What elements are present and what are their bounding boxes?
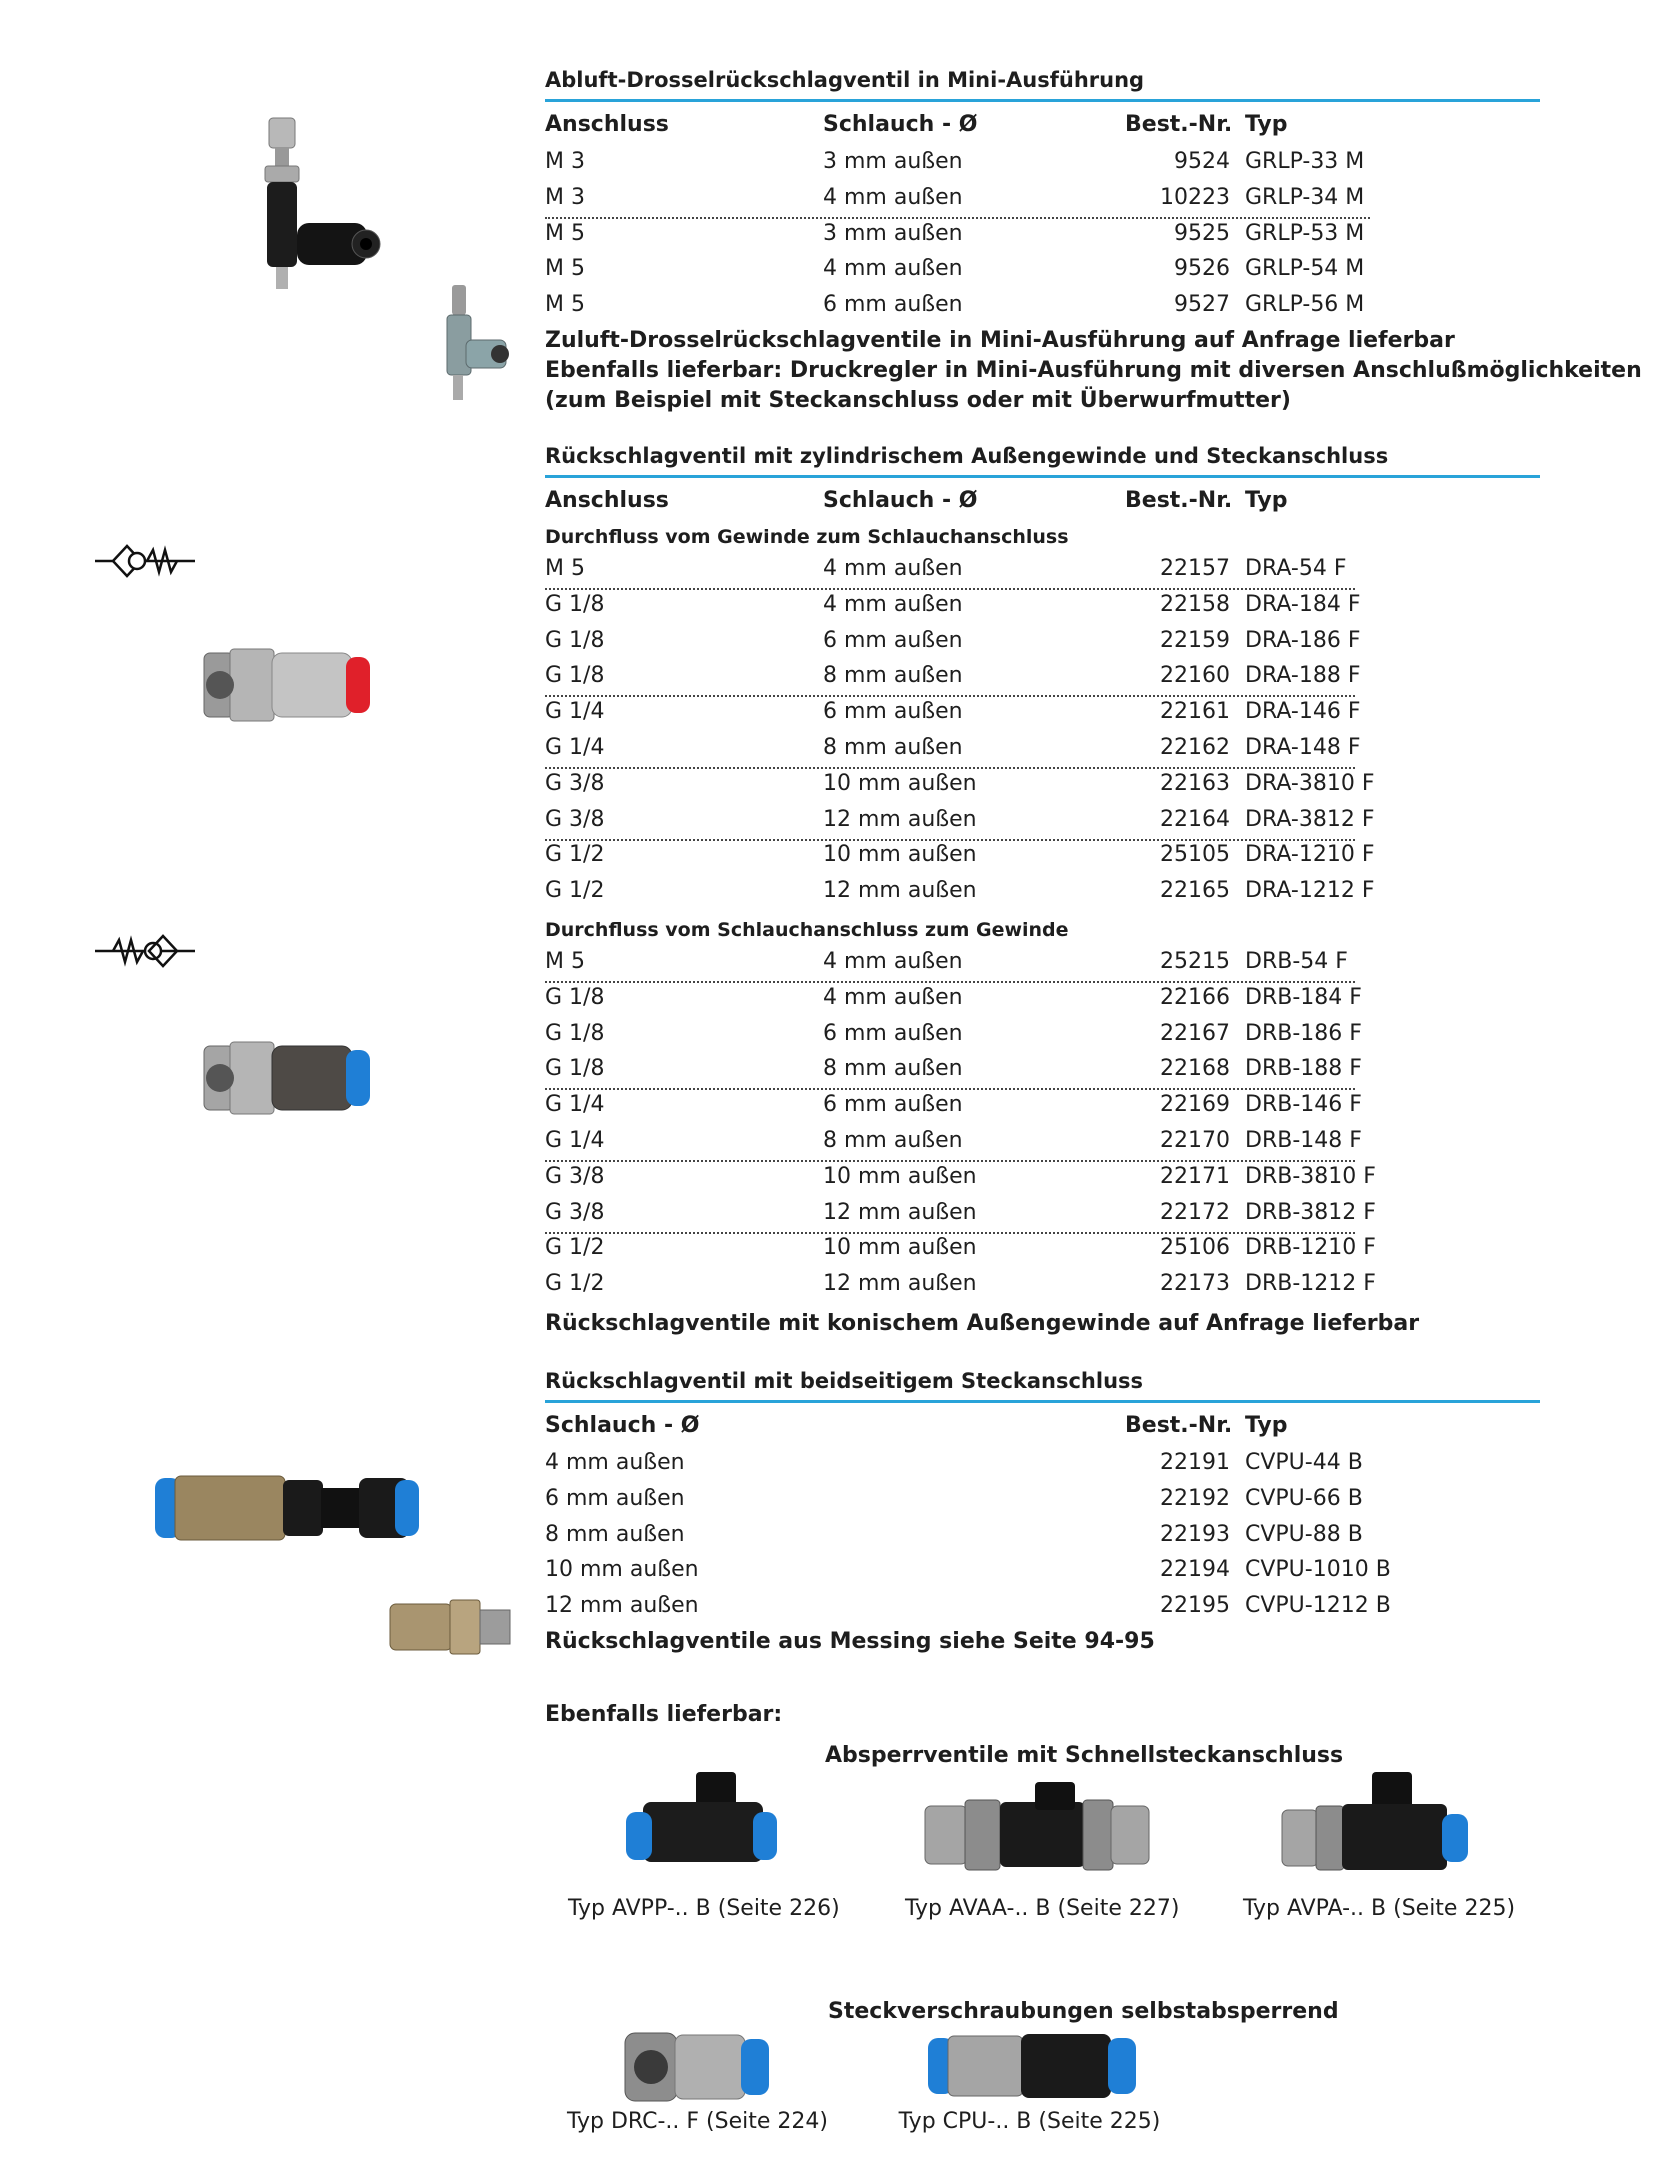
table-cell: 8 mm außen [823, 1128, 963, 1153]
table-cell: CVPU-66 B [1245, 1485, 1363, 1511]
table-cell: 22163 [1160, 770, 1230, 796]
table-cell: GRLP-54 M [1245, 256, 1365, 282]
mini-throttle-valve-steel-image [438, 285, 513, 410]
table-cell: 8 mm außen [823, 1056, 963, 1082]
table-cell: 22170 [1160, 1128, 1230, 1153]
table-cell: G 1/2 [545, 1271, 605, 1297]
table-cell: 22195 [1160, 1593, 1230, 1619]
table-cell: 3 mm außen [823, 220, 963, 246]
section1-title: Abluft-Drosselrückschlagventil in Mini-Ausführung [545, 68, 1145, 92]
table-cell: 6 mm außen [545, 1485, 685, 1511]
table-cell: 4 mm außen [545, 1450, 685, 1475]
table-row [545, 731, 1361, 769]
table-cell: 22161 [1160, 699, 1230, 725]
table-cell: 6 mm außen [823, 699, 963, 725]
table-cell: 10223 [1160, 184, 1230, 210]
check-valve-fitting-red-image [200, 645, 375, 725]
table-cell: CVPU-1010 B [1245, 1557, 1391, 1583]
table-cell: 9524 [1174, 149, 1230, 174]
table-row [545, 1124, 1362, 1162]
col-schlauch: Schlauch - Ø [545, 1413, 700, 1438]
table-cell: DRB-54 F [1245, 949, 1348, 974]
table-cell: DRA-146 F [1245, 699, 1361, 725]
table-cell: 22160 [1160, 663, 1230, 689]
table-cell: GRLP-53 M [1245, 220, 1365, 246]
table-cell: 22159 [1160, 627, 1230, 653]
table-row [545, 252, 1370, 288]
shutoff-valve-avpa-image [1282, 1772, 1472, 1887]
table-cell: 10 mm außen [823, 1235, 977, 1261]
table-cell: 6 mm außen [823, 1020, 963, 1046]
table-cell: G 1/2 [545, 842, 605, 868]
table-cell: 12 mm außen [823, 806, 977, 832]
table-cell: M 3 [545, 149, 585, 174]
table-row [545, 624, 1361, 660]
section3-rule [545, 1400, 1540, 1403]
col-schlauch: Schlauch - Ø [823, 488, 978, 513]
table-cell: G 3/8 [545, 806, 605, 832]
table-cell: 22172 [1160, 1199, 1230, 1225]
table-cell: 22193 [1160, 1521, 1230, 1547]
table-cell: DRB-146 F [1245, 1092, 1362, 1118]
table-cell: DRA-3812 F [1245, 806, 1375, 832]
col-typ: Typ [1245, 1413, 1288, 1438]
table-cell: 22173 [1160, 1271, 1230, 1297]
table-cell: 3 mm außen [823, 149, 963, 174]
table-cell: DRB-188 F [1245, 1056, 1362, 1082]
table-cell: G 3/8 [545, 1163, 605, 1189]
caption-avpa: Typ AVPA-.. B (Seite 225) [1243, 1896, 1516, 1921]
table-cell: DRA-148 F [1245, 735, 1361, 760]
table-cell: 12 mm außen [823, 878, 977, 904]
table-cell: GRLP-56 M [1245, 292, 1365, 318]
table-cell: 6 mm außen [823, 627, 963, 653]
table-cell: 9526 [1174, 256, 1230, 282]
table-cell: G 1/8 [545, 627, 605, 653]
table-row [545, 803, 1375, 841]
table-cell: 22158 [1160, 591, 1230, 617]
section3-note: Rückschlagventile aus Messing siehe Seite 94-95 [545, 1629, 1155, 1654]
table-cell: M 5 [545, 292, 585, 318]
table-cell: M 5 [545, 220, 585, 246]
table-cell: G 1/2 [545, 878, 605, 904]
table-row [545, 1017, 1362, 1053]
check-valve-symbol-a-icon [95, 538, 195, 584]
table-row [545, 1518, 1375, 1554]
table-cell: G 1/8 [545, 1056, 605, 1082]
table-row [545, 1196, 1376, 1234]
table-cell: GRLP-33 M [1245, 149, 1365, 174]
table-cell: 10 mm außen [823, 842, 977, 868]
also-label: Ebenfalls lieferbar: [545, 1702, 783, 1727]
table-cell: 22157 [1160, 556, 1230, 581]
section1-header [545, 108, 1375, 144]
table-row [545, 145, 1370, 181]
self-sealing-fitting-cpu-image [928, 2030, 1138, 2102]
table-cell: 10 mm außen [823, 770, 977, 796]
table-cell: G 1/4 [545, 1128, 605, 1153]
table-row [545, 767, 1375, 803]
table-cell: DRA-3810 F [1245, 770, 1375, 796]
table-row [545, 588, 1361, 624]
table-cell: 22167 [1160, 1020, 1230, 1046]
table-row [545, 288, 1370, 324]
col-bestnr: Best.-Nr. [1125, 488, 1233, 513]
table-cell: CVPU-44 B [1245, 1450, 1363, 1475]
table-row [545, 217, 1370, 253]
table-cell: DRB-148 F [1245, 1128, 1362, 1153]
section2-sub-a: Durchfluss vom Gewinde zum Schlauchanschluss [545, 526, 1069, 548]
table-cell: DRB-1212 F [1245, 1271, 1376, 1297]
table-row [545, 1446, 1375, 1482]
table-cell: 22169 [1160, 1092, 1230, 1118]
table-cell: 4 mm außen [823, 984, 963, 1010]
check-valve-symbol-b-icon [95, 928, 195, 974]
table-cell: DRB-3810 F [1245, 1163, 1376, 1189]
table-cell: 8 mm außen [545, 1521, 685, 1547]
table-cell: G 1/8 [545, 591, 605, 617]
table-row [545, 552, 1355, 590]
shutoff-valve-avaa-image [925, 1782, 1150, 1882]
caption-drc: Typ DRC-.. F (Seite 224) [567, 2109, 828, 2134]
table-cell: CVPU-1212 B [1245, 1593, 1391, 1619]
table-cell: 22164 [1160, 806, 1230, 832]
table-cell: M 3 [545, 184, 585, 210]
table-cell: 12 mm außen [823, 1271, 977, 1297]
check-valve-fitting-blue-image [200, 1038, 375, 1118]
table-row [545, 659, 1361, 697]
col-anschluss: Anschluss [545, 112, 669, 137]
table-cell: G 1/8 [545, 984, 605, 1010]
caption-avpp: Typ AVPP-.. B (Seite 226) [568, 1896, 840, 1921]
table-row [545, 1267, 1376, 1303]
table-cell: DRB-3812 F [1245, 1199, 1376, 1225]
table-row [545, 838, 1375, 874]
section3-header [545, 1409, 1375, 1445]
table-cell: G 3/8 [545, 770, 605, 796]
table-cell: 25215 [1160, 949, 1230, 974]
table-cell: 22166 [1160, 984, 1230, 1010]
table-cell: DRA-184 F [1245, 591, 1361, 617]
table-cell: G 3/8 [545, 1199, 605, 1225]
table-row [545, 1088, 1362, 1124]
table-cell: 4 mm außen [823, 184, 963, 210]
table-cell: G 1/8 [545, 663, 605, 689]
section2-rule [545, 475, 1540, 478]
table-cell: DRA-1212 F [1245, 878, 1375, 904]
table-cell: G 1/8 [545, 1020, 605, 1046]
also-group1-title: Absperrventile mit Schnellsteckanschluss [825, 1743, 1344, 1768]
table-row [545, 1231, 1376, 1267]
table-row [545, 1553, 1391, 1589]
section2-header [545, 484, 1375, 520]
col-typ: Typ [1245, 488, 1288, 513]
table-cell: 6 mm außen [823, 1092, 963, 1118]
table-cell: 4 mm außen [823, 256, 963, 282]
table-cell: DRA-1210 F [1245, 842, 1375, 868]
section1-note-1: Zuluft-Drosselrückschlagventile in Mini-Ausführung auf Anfrage lieferbar [545, 328, 1455, 353]
table-cell: G 1/4 [545, 1092, 605, 1118]
table-cell: 4 mm außen [823, 556, 963, 581]
table-cell: DRA-186 F [1245, 627, 1361, 653]
shutoff-valve-avpp-image [618, 1772, 778, 1887]
table-cell: 8 mm außen [823, 735, 963, 760]
col-anschluss: Anschluss [545, 488, 669, 513]
table-cell: DRB-184 F [1245, 984, 1362, 1010]
col-bestnr: Best.-Nr. [1125, 112, 1233, 137]
table-cell: 9527 [1174, 292, 1230, 318]
inline-check-valve-brass-image [388, 1598, 513, 1658]
table-cell: 25105 [1160, 842, 1230, 868]
table-cell: 22168 [1160, 1056, 1230, 1082]
section2-sub-b: Durchfluss vom Schlauchanschluss zum Gewinde [545, 919, 1069, 941]
table-cell: 22191 [1160, 1450, 1230, 1475]
table-row [545, 1589, 1391, 1625]
table-cell: 12 mm außen [545, 1593, 699, 1619]
table-cell: 22192 [1160, 1485, 1230, 1511]
table-cell: GRLP-34 M [1245, 184, 1365, 210]
table-cell: G 1/4 [545, 735, 605, 760]
table-cell: 6 mm außen [823, 292, 963, 318]
col-schlauch: Schlauch - Ø [823, 112, 978, 137]
table-cell: M 5 [545, 556, 585, 581]
table-cell: DRA-188 F [1245, 663, 1361, 689]
table-cell: 9525 [1174, 220, 1230, 246]
table-cell: 10 mm außen [823, 1163, 977, 1189]
table-cell: DRB-1210 F [1245, 1235, 1376, 1261]
table-row [545, 981, 1362, 1017]
table-cell: M 5 [545, 949, 585, 974]
table-row [545, 874, 1375, 910]
table-row [545, 1160, 1376, 1196]
table-cell: CVPU-88 B [1245, 1521, 1363, 1547]
table-cell: 12 mm außen [823, 1199, 977, 1225]
table-cell: 22194 [1160, 1557, 1230, 1583]
self-sealing-fitting-drc-image [623, 2027, 773, 2107]
table-cell: G 1/4 [545, 699, 605, 725]
section2-title: Rückschlagventil mit zylindrischem Außengewinde und Steckanschluss [545, 444, 1389, 468]
section3-title: Rückschlagventil mit beidseitigem Steckanschluss [545, 1369, 1144, 1393]
section1-rule [545, 99, 1540, 102]
table-cell: 25106 [1160, 1235, 1230, 1261]
section1-note-2: Ebenfalls lieferbar: Druckregler in Mini-Ausführung mit diversen Anschlußmöglichkeiten [545, 358, 1642, 383]
table-cell: 4 mm außen [823, 949, 963, 974]
table-cell: 8 mm außen [823, 663, 963, 689]
table-cell: M 5 [545, 256, 585, 282]
section2-note: Rückschlagventile mit konischem Außengewinde auf Anfrage lieferbar [545, 1311, 1420, 1336]
table-row [545, 181, 1370, 219]
section1-note-3: (zum Beispiel mit Steckanschluss oder mit Überwurfmutter) [545, 388, 1291, 413]
inline-check-valve-image [155, 1470, 420, 1545]
table-cell: 4 mm außen [823, 591, 963, 617]
table-cell: DRA-54 F [1245, 556, 1347, 581]
table-cell: 22162 [1160, 735, 1230, 760]
col-bestnr: Best.-Nr. [1125, 1413, 1233, 1438]
also-group2-title: Steckverschraubungen selbstabsperrend [828, 1999, 1339, 2024]
table-cell: DRB-186 F [1245, 1020, 1362, 1046]
mini-throttle-valve-image [255, 118, 385, 293]
col-typ: Typ [1245, 112, 1288, 137]
caption-cpu: Typ CPU-.. B (Seite 225) [898, 2109, 1161, 2134]
table-row [545, 945, 1355, 983]
table-row [545, 1052, 1362, 1090]
table-cell: G 1/2 [545, 1235, 605, 1261]
table-cell: 22171 [1160, 1163, 1230, 1189]
table-cell: 10 mm außen [545, 1557, 699, 1583]
table-row [545, 1482, 1375, 1518]
table-cell: 22165 [1160, 878, 1230, 904]
caption-avaa: Typ AVAA-.. B (Seite 227) [905, 1896, 1180, 1921]
table-row [545, 695, 1361, 731]
